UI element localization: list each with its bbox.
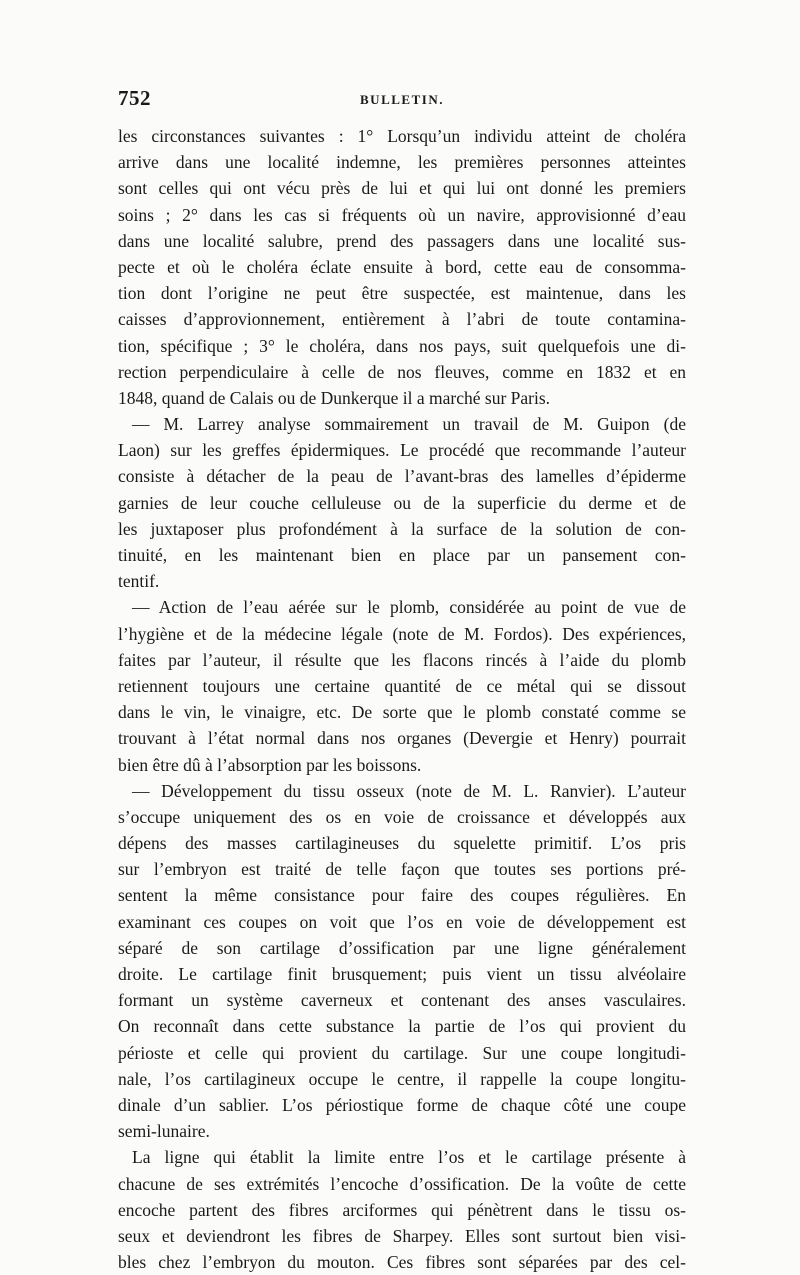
text-line: chacune de ses extrémités l’encoche d’ossification. De la voûte de cette [118, 1173, 686, 1194]
text-line: encoche partent des fibres arciformes qui pénètrent dans le tissu os- [118, 1199, 686, 1220]
text-line: bien être dû à l’absorption par les boissons. [118, 754, 422, 775]
text-line: On reconnaît dans cette substance la partie de l’os qui provient du [118, 1016, 686, 1037]
text-line: garnies de leur couche celluleuse ou de la superficie du derme et de [118, 492, 686, 513]
text-line: dans une localité salubre, prend des passagers dans une localité sus- [118, 230, 686, 251]
running-title: BULLETIN. [360, 92, 444, 107]
text-line: examinant ces coupes on voit que l’os en voie de développement est [118, 911, 686, 932]
text-line: bles chez l’embryon du mouton. Ces fibres sont séparées par des cel- [118, 1252, 686, 1273]
text-line: les juxtaposer plus profondément à la surface de la solution de con- [118, 518, 686, 539]
text-line: dans le vin, le vinaigre, etc. De sorte que le plomb constaté comme se [118, 702, 686, 723]
text-line: rection perpendiculaire à celle de nos fleuves, comme en 1832 et en [118, 361, 686, 382]
text-line: dépens des masses cartilagineuses du squelette primitif. L’os pris [118, 833, 686, 854]
text-line: séparé de son cartilage d’ossification par une ligne généralement [118, 937, 686, 958]
text-line: soins ; 2° dans les cas si fréquents où un navire, approvisionné d’eau [118, 204, 686, 225]
text-line: s’occupe uniquement des os en voie de croissance et développés aux [118, 806, 686, 827]
text-line: sont celles qui ont vécu près de lui et qui lui ont donné les premiers [118, 178, 686, 199]
page-header [118, 86, 686, 116]
text-line: trouvant à l’état normal dans nos organes (Devergie et Henry) pourrait [118, 728, 686, 749]
body-text [118, 123, 686, 1275]
text-line: formant un système caverneux et contenant des anses vasculaires. [118, 990, 686, 1011]
text-line: périoste et celle qui provient du cartilage. Sur une coupe longitudi- [118, 1042, 686, 1063]
text-line: consiste à détacher de la peau de l’avant-bras des lamelles d’épiderme [118, 466, 686, 487]
text-line: tion dont l’origine ne peut être suspectée, est maintenue, dans les [118, 283, 686, 304]
text-line: tion, spécifique ; 3° le choléra, dans nos pays, suit quelquefois une di- [118, 335, 686, 356]
text-line: — Action de l’eau aérée sur le plomb, considérée au point de vue de [132, 597, 686, 618]
text-line: semi-lunaire. [118, 1121, 210, 1142]
text-line: 1848, quand de Calais ou de Dunkerque il a marché sur Paris. [118, 387, 551, 408]
text-line: Laon) sur les greffes épidermiques. Le procédé que recommande l’auteur [118, 440, 686, 461]
text-line: sur l’embryon est traité de telle façon que toutes ses portions pré- [118, 859, 686, 880]
text-line: La ligne qui établit la limite entre l’os et le cartilage présente à [132, 1147, 686, 1168]
text-line: retiennent toujours une certaine quantité de ce métal qui se dissout [118, 675, 686, 696]
text-line: faites par l’auteur, il résulte que les flacons rincés à l’aide du plomb [118, 649, 686, 670]
text-line: — Développement du tissu osseux (note de M. L. Ranvier). L’auteur [132, 780, 686, 801]
text-line: — M. Larrey analyse sommairement un travail de M. Guipon (de [132, 414, 686, 435]
text-line: seux et deviendront les fibres de Sharpey. Elles sont surtout bien visi- [118, 1225, 686, 1246]
text-line: arrive dans une localité indemne, les premières personnes atteintes [118, 152, 686, 173]
text-line: sentent la même consistance pour faire des coupes régulières. En [118, 885, 686, 906]
text-line: pecte et où le choléra éclate ensuite à bord, cette eau de consomma- [118, 256, 686, 277]
text-line: tentif. [118, 571, 160, 592]
text-line: droite. Le cartilage finit brusquement; puis vient un tissu alvéolaire [118, 964, 686, 984]
text-line: l’hygiène et de la médecine légale (note de M. Fordos). Des expériences, [118, 623, 686, 644]
text-line: les circonstances suivantes : 1° Lorsqu’un individu atteint de choléra [118, 126, 686, 146]
text-line: caisses d’approvionnement, entièrement à l’abri de toute contamina- [118, 309, 686, 330]
text-line: tinuité, en les maintenant bien en place par un pansement con- [118, 545, 686, 565]
page-number: 752 [118, 86, 151, 110]
text-line: dinale d’un sablier. L’os périostique forme de chaque côté une coupe [118, 1094, 686, 1115]
text-line: nale, l’os cartilagineux occupe le centre, il rappelle la coupe longitu- [118, 1068, 686, 1089]
